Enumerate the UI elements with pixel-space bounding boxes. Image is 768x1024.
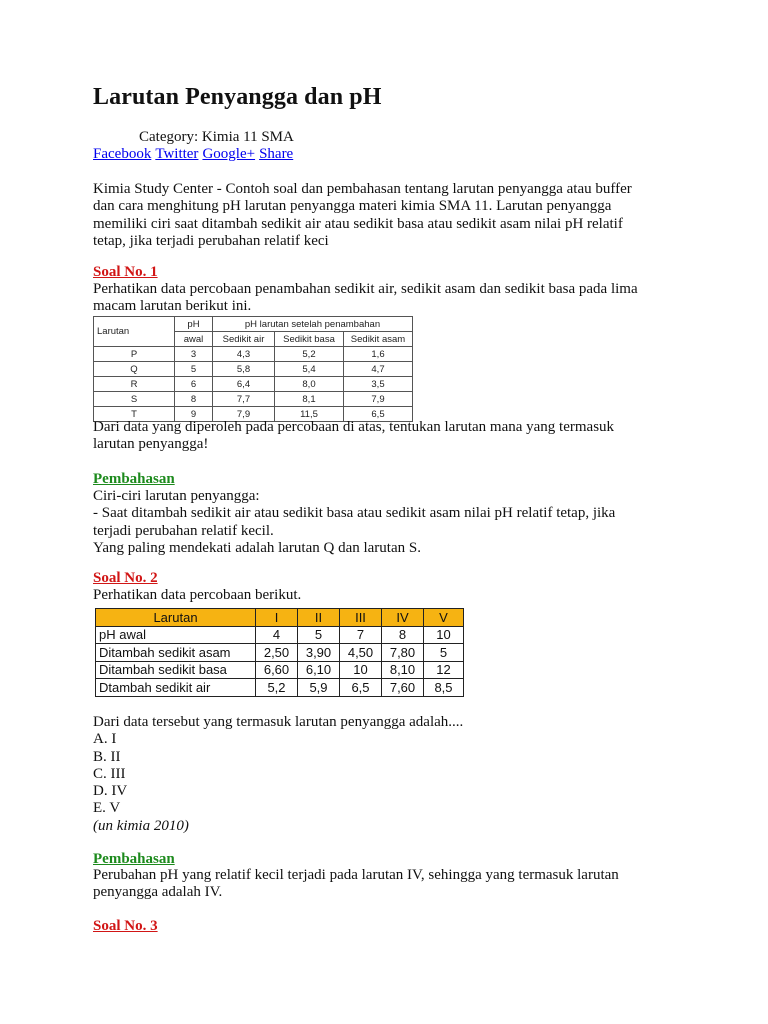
intro-line: tetap, jika terjadi perubahan relatif keci bbox=[93, 232, 329, 249]
table-cell: 11,5 bbox=[275, 407, 344, 422]
table-header: awal bbox=[175, 332, 213, 347]
option-e: E. V bbox=[93, 800, 121, 817]
soal-2-text bbox=[93, 587, 693, 604]
table-cell: Q bbox=[94, 362, 175, 377]
question-line: larutan penyangga! bbox=[93, 436, 209, 453]
table-cell: 6,60 bbox=[256, 661, 298, 679]
table-cell: Ditambah sedikit asam bbox=[96, 644, 256, 662]
question-line: Dari data yang diperoleh pada percobaan di atas, tentukan larutan mana yang termasuk bbox=[93, 419, 615, 435]
table-cell: 7,60 bbox=[382, 679, 424, 697]
soal-2-question bbox=[93, 714, 693, 835]
table-header: Sedikit basa bbox=[275, 332, 344, 347]
table-cell: 4,3 bbox=[213, 347, 275, 362]
share-link[interactable]: Share bbox=[259, 146, 294, 162]
soal-2-title: Soal No. 2 bbox=[93, 570, 158, 586]
table-header: Sedikit asam bbox=[344, 332, 413, 347]
table-header-row bbox=[96, 609, 464, 627]
table-cell: 7,9 bbox=[344, 392, 413, 407]
answer-line: terjadi perubahan relatif kecil. bbox=[93, 522, 274, 539]
intro-line: Kimia Study Center - Contoh soal dan pembahasan tentang larutan penyangga atau buffer bbox=[93, 181, 632, 197]
source-note: (un kimia 2010) bbox=[93, 817, 189, 834]
table-cell: 8,0 bbox=[275, 377, 344, 392]
table-cell: 8,5 bbox=[424, 679, 464, 697]
option-d: D. IV bbox=[93, 783, 128, 800]
intro-line: dan cara menghitung pH larutan penyangga materi kimia SMA 11. Larutan penyangga bbox=[93, 198, 612, 215]
intro-paragraph bbox=[93, 181, 693, 250]
soal-3-title: Soal No. 3 bbox=[93, 918, 158, 934]
table-cell: 6,4 bbox=[213, 377, 275, 392]
soal-2-answer bbox=[93, 867, 693, 902]
table-cell: 6,5 bbox=[340, 679, 382, 697]
table-header: II bbox=[298, 609, 340, 627]
table-header: Larutan bbox=[94, 317, 175, 347]
soal-1-table bbox=[93, 316, 413, 422]
table-cell: Ditambah sedikit basa bbox=[96, 661, 256, 679]
soal-1-pembahasan-heading bbox=[93, 471, 693, 488]
option-a: A. I bbox=[93, 731, 117, 748]
soal-1-question bbox=[93, 419, 693, 454]
table-cell: 2,50 bbox=[256, 644, 298, 662]
table-cell: 5 bbox=[175, 362, 213, 377]
table-cell: 8,10 bbox=[382, 661, 424, 679]
table-row bbox=[94, 362, 413, 377]
table-header: III bbox=[340, 609, 382, 627]
page-title: Larutan Penyangga dan pH bbox=[93, 84, 382, 110]
table-header: V bbox=[424, 609, 464, 627]
table-cell: 7,7 bbox=[213, 392, 275, 407]
option-b: B. II bbox=[93, 748, 121, 765]
table-cell: 9 bbox=[175, 407, 213, 422]
table-header: IV bbox=[382, 609, 424, 627]
share-links bbox=[93, 146, 693, 163]
table-row bbox=[96, 626, 464, 644]
category-label: Category: Kimia 11 SMA bbox=[139, 129, 294, 145]
answer-line: penyangga adalah IV. bbox=[93, 884, 223, 901]
table-cell: 5 bbox=[424, 644, 464, 662]
soal-3-heading bbox=[93, 918, 693, 935]
table-header: pH bbox=[175, 317, 213, 332]
answer-line: Ciri-ciri larutan penyangga: bbox=[93, 488, 260, 504]
table-cell: 6,5 bbox=[344, 407, 413, 422]
table-cell: 6,10 bbox=[298, 661, 340, 679]
table-cell: 8 bbox=[175, 392, 213, 407]
table-cell: 4,7 bbox=[344, 362, 413, 377]
table-cell: 3,5 bbox=[344, 377, 413, 392]
table-cell: 3 bbox=[175, 347, 213, 362]
twitter-link[interactable]: Twitter bbox=[155, 146, 199, 162]
table-cell: 7,80 bbox=[382, 644, 424, 662]
answer-line: Perubahan pH yang relatif kecil terjadi pada larutan IV, sehingga yang termasuk larutan bbox=[93, 867, 619, 883]
table-cell: 8 bbox=[382, 626, 424, 644]
table-cell: 7 bbox=[340, 626, 382, 644]
intro-line: memiliki ciri saat ditambah sedikit air atau sedikit basa atau sedikit asam nilai pH relatif bbox=[93, 215, 623, 232]
table-cell: 3,90 bbox=[298, 644, 340, 662]
table-row bbox=[94, 377, 413, 392]
table-cell: 5,9 bbox=[298, 679, 340, 697]
answer-line: - Saat ditambah sedikit air atau sedikit basa atau sedikit asam nilai pH relatif tetap, jika bbox=[93, 505, 616, 522]
soal-1-answer bbox=[93, 488, 693, 557]
table-cell: P bbox=[94, 347, 175, 362]
soal-1-line: Perhatikan data percobaan penambahan sedikit air, sedikit asam dan sedikit basa pada lima bbox=[93, 281, 638, 297]
table-cell: 10 bbox=[340, 661, 382, 679]
table-cell: 5 bbox=[298, 626, 340, 644]
soal-1-line: macam larutan berikut ini. bbox=[93, 298, 252, 315]
table-row bbox=[94, 392, 413, 407]
table-cell: T bbox=[94, 407, 175, 422]
table-cell: 1,6 bbox=[344, 347, 413, 362]
table-row bbox=[96, 661, 464, 679]
table-cell: 12 bbox=[424, 661, 464, 679]
pembahasan-title: Pembahasan bbox=[93, 471, 175, 487]
soal-1-heading bbox=[93, 264, 693, 281]
answer-line: Yang paling mendekati adalah larutan Q dan larutan S. bbox=[93, 539, 421, 556]
table-cell: S bbox=[94, 392, 175, 407]
table-cell: 5,8 bbox=[213, 362, 275, 377]
option-c: C. III bbox=[93, 765, 126, 782]
facebook-link[interactable]: Facebook bbox=[93, 146, 152, 162]
table-row bbox=[96, 644, 464, 662]
google-plus-link[interactable]: Google+ bbox=[202, 146, 256, 162]
table-header: Larutan bbox=[96, 609, 256, 627]
table-cell: 4,50 bbox=[340, 644, 382, 662]
table-cell: pH awal bbox=[96, 626, 256, 644]
table-cell: 5,4 bbox=[275, 362, 344, 377]
table-cell: Dtambah sedikit air bbox=[96, 679, 256, 697]
soal-2-heading bbox=[93, 570, 693, 587]
table-header: pH larutan setelah penambahan bbox=[213, 317, 413, 332]
table-cell: 5,2 bbox=[256, 679, 298, 697]
table-header: I bbox=[256, 609, 298, 627]
table-cell: 6 bbox=[175, 377, 213, 392]
soal-1-title: Soal No. 1 bbox=[93, 264, 158, 280]
table-row bbox=[96, 679, 464, 697]
soal-2-table bbox=[95, 608, 464, 697]
table-cell: 8,1 bbox=[275, 392, 344, 407]
table-cell: 4 bbox=[256, 626, 298, 644]
soal-1-text bbox=[93, 281, 693, 316]
pembahasan-title: Pembahasan bbox=[93, 851, 175, 867]
soal-2-line: Perhatikan data percobaan berikut. bbox=[93, 587, 302, 603]
table-cell: R bbox=[94, 377, 175, 392]
table-cell: 7,9 bbox=[213, 407, 275, 422]
table-cell: 10 bbox=[424, 626, 464, 644]
question-line: Dari data tersebut yang termasuk larutan penyangga adalah.... bbox=[93, 714, 464, 730]
table-row bbox=[94, 347, 413, 362]
soal-2-pembahasan-heading bbox=[93, 851, 693, 868]
table-cell: 5,2 bbox=[275, 347, 344, 362]
table-header: Sedikit air bbox=[213, 332, 275, 347]
